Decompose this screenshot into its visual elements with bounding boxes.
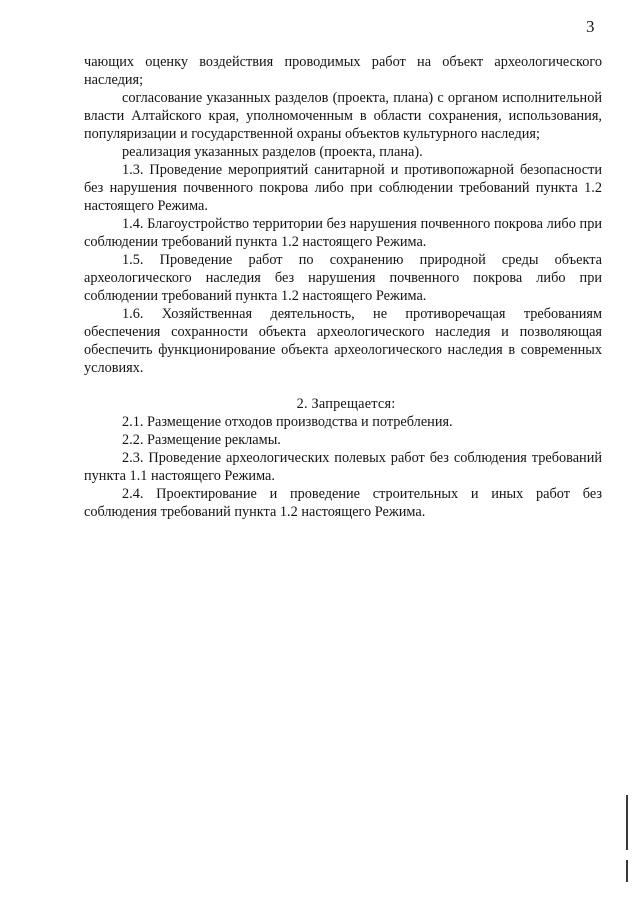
document-body [84, 53, 602, 521]
paragraph-1-6: 1.6. Хозяйственная деятельность, не противоречащая требованиям обеспечения сохранности объекта археологического наследия и позволяющая обеспечить функционирование объекта археологического наследия в современных условиях. [84, 306, 602, 376]
paragraph-1-4: 1.4. Благоустройство территории без нарушения почвенного покрова либо при соблюдении требований пункта 1.2 настоящего Режима. [84, 216, 602, 250]
paragraph-continuation: чающих оценку воздействия проводимых работ на объект археологического наследия; [84, 54, 602, 88]
paragraph-approval: согласование указанных разделов (проекта, плана) с органом исполнительной власти Алтайского края, уполномоченным в области сохранения, использования, популяризации и государственной охраны объектов культурного наследия; [84, 90, 602, 142]
scan-edge-mark-lower [626, 860, 628, 882]
paragraph-implementation: реализация указанных разделов (проекта, плана). [122, 144, 423, 160]
paragraph-2-4: 2.4. Проектирование и проведение строительных и иных работ без соблюдения требований пункта 1.2 настоящего Режима. [84, 486, 602, 520]
paragraph-2-2: 2.2. Размещение рекламы. [122, 432, 281, 448]
page-number: 3 [586, 17, 595, 36]
section-2-heading: 2. Запрещается: [296, 396, 396, 412]
paragraph-1-5: 1.5. Проведение работ по сохранению природной среды объекта археологического наследия без нарушения почвенного покрова либо при соблюдении требований пункта 1.2 настоящего Режима. [84, 252, 602, 304]
paragraph-2-3: 2.3. Проведение археологических полевых работ без соблюдения требований пункта 1.1 настоящего Режима. [84, 450, 602, 484]
scan-edge-mark [626, 795, 628, 850]
paragraph-1-3: 1.3. Проведение мероприятий санитарной и противопожарной безопасности без нарушения почвенного покрова либо при соблюдении требований пункта 1.2 настоящего Режима. [84, 162, 602, 214]
paragraph-2-1: 2.1. Размещение отходов производства и потребления. [122, 414, 453, 430]
